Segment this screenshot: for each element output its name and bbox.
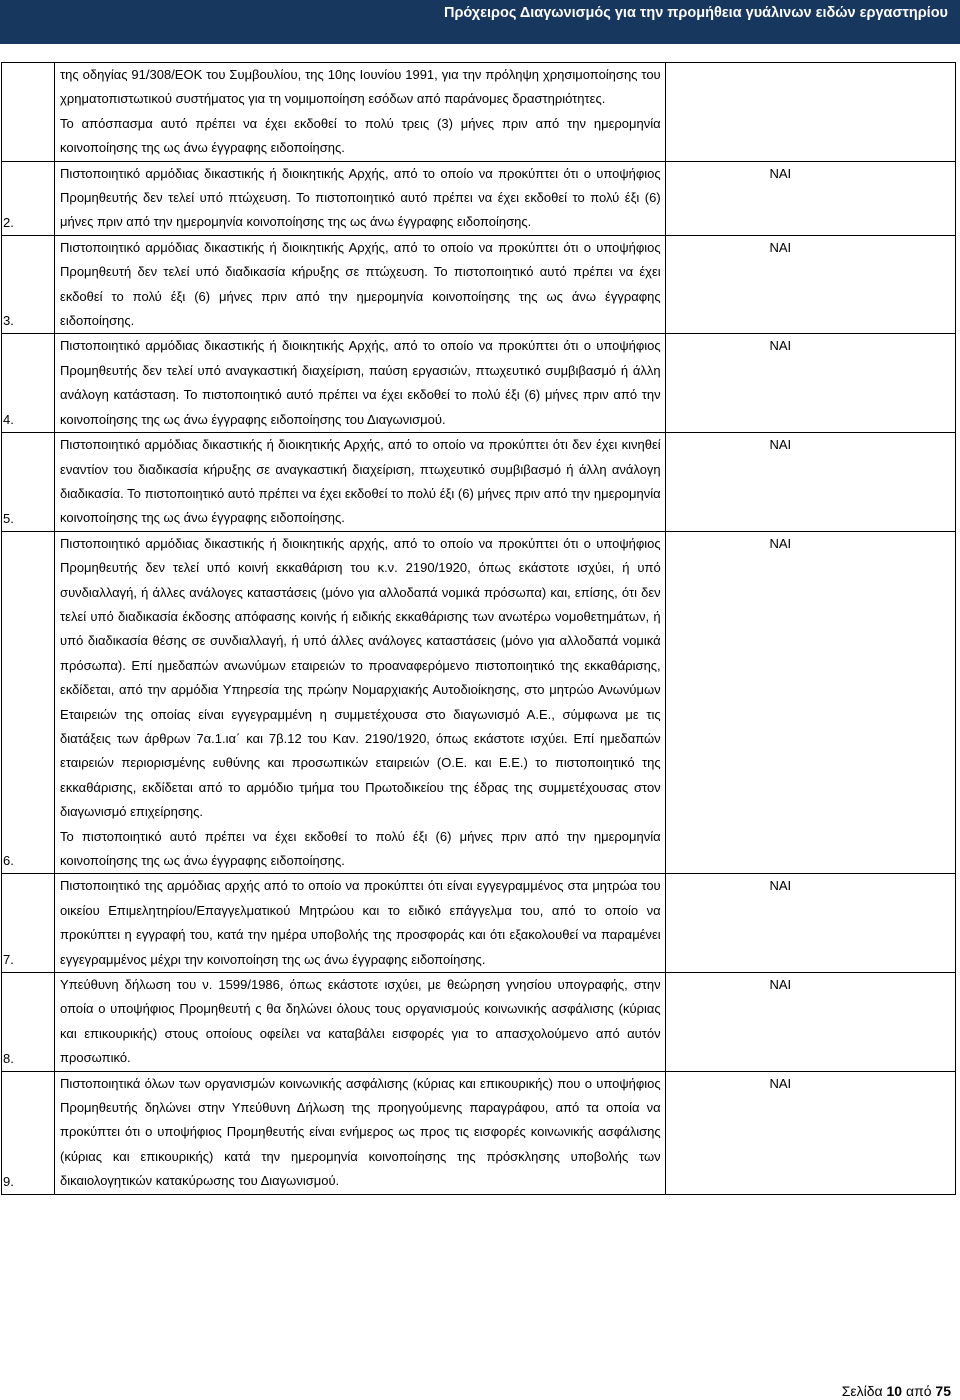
requirement-answer-cell: [665, 63, 955, 162]
row-number: 3.: [3, 313, 14, 329]
requirement-paragraph: Το απόσπασμα αυτό πρέπει να έχει εκδοθεί το πολύ τρεις (3) μήνες πριν από την ημερομηνία κοινοποίησης της ως άνω έγγραφης ειδοποίησης.: [60, 115, 661, 156]
requirement-paragraph: Πιστοποιητικό αρμόδιας δικαστικής ή διοικητικής Αρχής, από το οποίο να προκύπτει ότι δεν έχει κινηθεί εναντίον του διαδικασία κήρυξης σε αναγκαστική διαχείριση, πτωχευτικό συμβιβασμό ή άλλη ανάλογη διαδικασία. Το πιστοποιητικό αυτό πρέπει να έχει εκδοθεί το πολύ έξι (6) μήνες πριν από την ημερομηνία κοινοποίησης της ως άνω έγγραφης ειδοποίησης.: [60, 437, 661, 526]
requirement-text-cell: [55, 531, 666, 874]
row-number-cell: [2, 531, 55, 874]
current-page: 10: [886, 1383, 903, 1399]
requirement-text-cell: [55, 433, 666, 532]
requirement-answer: ΝΑΙ: [769, 977, 792, 993]
table-row: [2, 1071, 956, 1194]
table-row: [2, 161, 956, 235]
row-number: 7.: [3, 952, 14, 968]
requirement-answer: ΝΑΙ: [769, 878, 792, 894]
page-separator: από: [905, 1383, 932, 1399]
requirements-table-body: [2, 63, 956, 1195]
table-row: [2, 433, 956, 532]
table-row: [2, 973, 956, 1072]
row-number-cell: [2, 973, 55, 1072]
row-number: 5.: [3, 510, 14, 526]
table-row: [2, 531, 956, 874]
requirement-text-cell: [55, 63, 666, 162]
requirement-answer-cell: [665, 161, 955, 235]
requirement-answer-cell: [665, 235, 955, 334]
requirement-text-cell: [55, 874, 666, 973]
table-row: [2, 63, 956, 162]
requirement-paragraph: Το πιστοποιητικό αυτό πρέπει να έχει εκδοθεί το πολύ έξι (6) μήνες πριν από την ημερομηνία κοινοποίησης της ως άνω έγγραφης ειδοποίησης.: [60, 828, 661, 868]
row-number-cell: [2, 433, 55, 532]
requirement-text-cell: [55, 161, 666, 235]
requirement-paragraph: Πιστοποιητικό της αρμόδιας αρχής από το οποίο να προκύπτει ότι είναι εγγεγραμμένος στα μητρώα του οικείου Επιμελητηρίου/Επαγγελματικού Μητρώου και το ειδικό επάγγελμα του, από το οποίο να προκύπτει η εγγραφή του, κατά την ημέρα υποβολής της προσφοράς και ότι εξακολουθεί να παραμένει εγγεγραμμένος μέχρι την κοινοποίηση της ως άνω έγγραφης ειδοποίησης.: [60, 878, 661, 967]
requirement-answer-cell: [665, 973, 955, 1072]
table-row: [2, 235, 956, 334]
row-number: 4.: [3, 412, 14, 428]
row-number-cell: [2, 1071, 55, 1194]
row-number: 2.: [3, 214, 14, 230]
row-number-cell: [2, 334, 55, 433]
requirement-paragraph: Πιστοποιητικό αρμόδιας δικαστικής ή διοικητικής Αρχής, από το οποίο να προκύπτει ότι ο υποψήφιος Προμηθευτής δεν τελεί υπό πτώχευση. Το πιστοποιητικό αυτό πρέπει να έχει εκδοθεί το πολύ έξι (6) μήνες πριν από την ημερομηνία κοινοποίησης της ως άνω έγγραφης ειδοποίησης.: [60, 165, 661, 230]
requirement-paragraph: Πιστοποιητικό αρμόδιας δικαστικής ή διοικητικής αρχής, από το οποίο να προκύπτει ότι ο υποψήφιος Προμηθευτής δεν τελεί υπό κοινή εκκαθάριση του κ.ν. 2190/1920, όπως εκάστοτε ισχύει, ή υπό συνδιαλλαγή, ή άλλες ανάλογες καταστάσεις (μόνο για αλλοδαπά νομικά πρόσωπα) και, επίσης, ότι δεν τελεί υπό διαδικασία έκδοσης απόφασης κοινής ή ειδικής εκκαθάρισης των ανωτέρω νομοθετημάτων, ή υπό διαδικασία θέσης σε συνδιαλλαγή, ή υπό άλλες ανάλογες καταστάσεις (μόνο για αλλοδαπά νομικά πρόσωπα). Επί ημεδαπών ανωνύμων εταιρειών το προαναφερόμενο πιστοποιητικό της εκκαθάρισης, εκδίδεται, από την αρμόδια Υπηρεσία της πρώην Νομαρχιακής Αυτοδιοίκησης, στο μητρώο Ανωνύμων Εταιρειών της οποίας είναι εγγεγραμμένη η συμμετέχουσα στο διαγωνισμό Α.Ε., σύμφωνα με τις διατάξεις των άρθρων 7α.1.ια΄ και 7β.12 του Καν. 2190/1920, όπως εκάστοτε ισχύει. Επί ημεδαπών εταιρειών περιορισμένης ευθύνης και προσωπικών εταιρειών (Ο.Ε. και Ε.Ε.) το πιστοποιητικό της εκκαθάρισης, εκδίδεται από το αρμόδιο τμήμα του Πρωτοδικείου της έδρας της συμμετέχουσας στον διαγωνισμό επιχείρησης.: [60, 535, 661, 820]
requirement-answer-cell: [665, 433, 955, 532]
requirement-answer-cell: [665, 531, 955, 874]
row-number-cell: [2, 874, 55, 973]
requirement-answer: ΝΑΙ: [769, 535, 792, 551]
row-number-cell: [2, 63, 55, 162]
page-footer: [842, 1382, 951, 1400]
page-label: Σελίδα: [841, 1383, 883, 1399]
requirement-paragraph: Πιστοποιητικά όλων των οργανισμών κοινωνικής ασφάλισης (κύριας και επικουρικής) που ο υποψήφιος Προμηθευτής δηλώνει στην Υπεύθυνη Δήλωση της προηγούμενης παραγράφου, από τα οποία να προκύπτει ότι ο υποψήφιος Προμηθευτής είναι ενήμερος ως προς τις εισφορές κοινωνικής ασφάλισης (κύριας και επικουρικής) κατά την ημερομηνία κοινοποίησης της πρόσκλησης υποβολής των δικαιολογητικών κατακύρωσης του Διαγωνισμού.: [60, 1075, 661, 1189]
requirement-answer: ΝΑΙ: [769, 1075, 792, 1091]
requirements-table: [1, 62, 956, 1195]
requirement-answer-cell: [665, 874, 955, 973]
row-number: 8.: [3, 1050, 14, 1066]
requirement-answer: ΝΑΙ: [769, 239, 792, 255]
requirement-answer: ΝΑΙ: [769, 437, 792, 453]
row-number-cell: [2, 161, 55, 235]
requirement-paragraph: Πιστοποιητικό αρμόδιας δικαστικής ή διοικητικής Αρχής, από το οποίο να προκύπτει ότι ο υποψήφιος Προμηθευτή δεν τελεί υπό διαδικασία κήρυξης σε πτώχευση. Το πιστοποιητικό αυτό πρέπει να έχει εκδοθεί το πολύ έξι (6) μήνες πριν από την ημερομηνία κοινοποίησης της ως άνω έγγραφης ειδοποίησης.: [60, 239, 661, 329]
requirement-answer: ΝΑΙ: [769, 338, 792, 354]
requirement-answer-cell: [665, 334, 955, 433]
requirement-text-cell: [55, 235, 666, 334]
table-row: [2, 334, 956, 433]
requirement-text-cell: [55, 973, 666, 1072]
table-row: [2, 874, 956, 973]
row-number: 6.: [3, 853, 14, 869]
requirement-paragraph: Υπεύθυνη δήλωση του ν. 1599/1986, όπως εκάστοτε ισχύει, με θεώρηση γνησίου υπογραφής, στην οποία ο υποψήφιος Προμηθευτή ς θα δηλώνει όλους τους οργανισμούς κοινωνικής ασφάλισης (κύριας και επικουρικής) στους οποίους οφείλει να καταβάλει εισφορές για το απασχολούμενο από αυτόν προσωπικό.: [60, 977, 661, 1066]
requirement-text-cell: [55, 334, 666, 433]
requirement-answer: ΝΑΙ: [769, 165, 792, 181]
row-number-cell: [2, 235, 55, 334]
requirement-text-cell: [55, 1071, 666, 1194]
row-number: 9.: [3, 1173, 14, 1189]
requirement-paragraph: Πιστοποιητικό αρμόδιας δικαστικής ή διοικητικής Αρχής, από το οποίο να προκύπτει ότι ο υποψήφιος Προμηθευτής δεν τελεί υπό αναγκαστική διαχείριση, παύση εργασιών, πτωχευτικό συμβιβασμό ή άλλη ανάλογη κατάσταση. Το πιστοποιητικό αυτό πρέπει να έχει εκδοθεί το πολύ έξι (6) μήνες πριν από την κοινοποίησης της ως άνω έγγραφης ειδοποίησης του Διαγωνισμού.: [60, 338, 661, 427]
requirement-paragraph: της οδηγίας 91/308/ΕΟΚ του Συμβουλίου, της 10ης Ιουνίου 1991, για την πρόληψη χρησιμοποίησης του χρηματοπιστωτικού συστήματος για τη νομιμοποίηση εσόδων από παράνομες δραστηριότητες.: [60, 67, 661, 107]
total-pages: 75: [935, 1383, 951, 1399]
requirement-answer-cell: [665, 1071, 955, 1194]
page-header: [0, 0, 960, 44]
document-title: Πρόχειρος Διαγωνισμός για την προμήθεια γυάλινων ειδών εργαστηρίου: [443, 5, 948, 21]
